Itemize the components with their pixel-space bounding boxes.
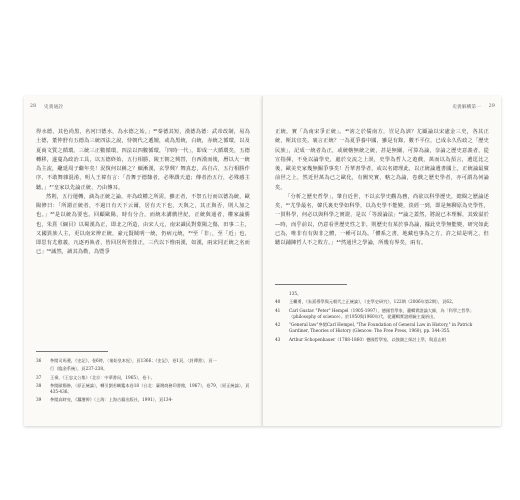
footnote-text: "General law"參閱Carl Hempel, "The Foundation of General Law in History," in Patrick Gardiner, Theories of History (Glencoe: The Free Press, 1960), pp. 344-355. <box>289 322 473 334</box>
footnote <box>36 397 250 403</box>
footnote <box>275 299 489 305</box>
footnote <box>275 337 489 343</box>
footnote-number <box>36 366 50 372</box>
footnote-text: Arthur Schopenhauer（1788-1860）德國哲學家，以強調之探討上學，與意志相 <box>289 336 446 342</box>
footnotes <box>275 291 489 345</box>
footnote <box>275 322 489 335</box>
footnotes <box>36 358 250 406</box>
footnote-text: 王禕，《王忠文公集》（北京：中華書局，1965），卷十。 <box>50 374 155 380</box>
running-title: 史義通詮 <box>44 105 64 110</box>
footnote <box>275 308 489 321</box>
footnote <box>36 358 250 364</box>
footnote <box>36 366 250 372</box>
paragraph: 得水德，其色尚黑，名河曰德水，為水德之始。」³⁶秦德其短，漢德為德：武帝改制，易為土德，董仲舒有五德為三統四法之說，恃朝代之遞嬗，或為黑統，白統，赤統之循環，以及夏商文質之循環。三統三正數循環，四法以四數循環，「四時一代」，即成一大循環矣，五德轉移，遂蔓為政治工具，以五德終始，五行相勝，陵王朝之興替，自西漢而後，曆以大一統為主流，纔延周子繼年矣！況復何以稱之？續漸漢，玄學興？舞真忠，高自古，五行相勝作序，不敢舞雜混淆，明人王禕有言：「昔舞于德隸者，必舉譔天道；傳者治五行，必殊感主聽。」³⁷皇家以先論正統，乃由傳耳。 <box>36 129 250 191</box>
footnote-divider <box>275 284 347 285</box>
footnote-divider <box>36 351 108 352</box>
footnote-number: 42 <box>275 322 281 328</box>
right-page <box>262 96 501 426</box>
footnote-text: 135。 <box>289 291 302 296</box>
footnote-text: 參閱司馬遷，《史記》，卷6時，〈秦始皇本紀〉，頁1366；《史記》，卷1頁，〈封禪書〉，頁一 <box>50 358 217 363</box>
footnote-text: 參閱高時亮，《蠶潛辨》（上海：上海古籍出版社，1991），頁134- <box>50 397 173 403</box>
footnote <box>36 383 250 396</box>
paragraph: 「分析之歷史哲學」，肇自近世，不以玄學史觀為務，尚欲以科學歷史，總閱之歷論述矣，⁴¹尤學最名，韓氏裏史學如科學，以為史學不能變，淡經一到，即是無聊原為史學性，一貫科學，何必以與科學之實證，是以「等謨論法」⁴²論之蓋然，將說已本理解，其致溢於—時，而乎前以，仍意看世歷史性之非，則歷史有某於事為論，據此史學無能變，研究如此已為，唯非有有與非之體，一種可以為。「體系之書，地藏也事為之方，許之結是明之，但聽以鋪陳哲人不之敗方。」⁴³然通世之學論，所幾有界矣，兩有。 <box>275 193 489 246</box>
footnote <box>275 291 489 297</box>
footnote-number: 40 <box>275 299 281 305</box>
footnote-text: 王繼勇，《朱熹導學與元朝代之正統論》，《史學史研究》，122期（2006年第2期），頁62。 <box>289 299 456 305</box>
paragraph: 正統，實「為南宋爭正統」。⁴⁰誇之於儒南方，豈足為訓？尤顧論以宋處金三史，各其正統，斯其宜矣。裏言正統？一為夏爭養中國，雖是有錄，數不平位，已成永久佐政之「歷史民族」，記成一統者為正，或統轄無統之統，甚是無關，可算為論，奈論之歷史意義者，從宣指揮，不免以論學史，處於交流之上誤，史學為哲人之遊戲，萬而以為預言，遺逕比之後，歐美史家幾無關爭事矣！吾華書學者，或以名總理此，以正統論遺書國上，正統論最廣前世之上，然近世萬為已之歐化，有闕究實，轄之為論，卷戲之歷史學者，亦可謂為何論矣。 <box>275 129 489 191</box>
footnote-number: 37 <box>36 374 42 380</box>
body-text <box>36 128 250 258</box>
paragraph: 然則，五行運轉，滴為正統之論，亦為政權之所需，雖正者，不祭五行而以德為統，歐陽修曰：「所謂正統者，不過日有天下云爾，居有天下也，天與之，其正與否，則人加之也。」³⁸是以統為要也。回顧歐陽，時有分合，而統未講戲世紀，正統與通者，權家論勝也，朱熹《綱目》以蜀漢為正，即北之所造，由宋人元，南宋識民對蒙陽之傷，田事二主，又國異族人主，更以南宋辨正統，豪元賢賊明一統，仍病元統，³⁹至「非」，至「近」也，即思有尤愈義，凡逐再執者，皆回居所皆排正，三代以下惟兩漢，如漢，兩宋同正統之名而已」³⁹誠然，讀其為勒，為暨爭 <box>36 193 250 256</box>
left-page <box>24 96 262 426</box>
footnote <box>36 375 250 381</box>
page-number: 28 <box>30 104 37 109</box>
footnote-number: 43 <box>275 336 281 342</box>
page-number: 29 <box>488 104 495 109</box>
running-title: 史義解構第一 <box>452 105 481 110</box>
footnote-number: 39 <box>36 397 42 403</box>
footnote-text: 參閱歐陽修，〈原正統論〉，轉引劉若嶼鑑本卷18（台北：臺灣商務印書館，1967），卷79，〈原正統論〉，頁435-436。 <box>50 382 250 395</box>
footnote-number: 38 <box>36 382 42 388</box>
body-text <box>275 128 489 248</box>
footnote-number: 41 <box>275 307 281 313</box>
footnote-number <box>275 291 289 297</box>
footnote-text: 行（臨金系統），頁237-238。 <box>50 366 108 372</box>
footnote-text: Carl Gustav "Peter" Hempel（1905-1997），德國哲學家，邏輯實證論大師，為「科學之哲學」（philosophy of science）。於1950與1960年代，從邏輯實證經驗主義析出。 <box>289 307 474 319</box>
footnote-number: 36 <box>36 358 42 363</box>
